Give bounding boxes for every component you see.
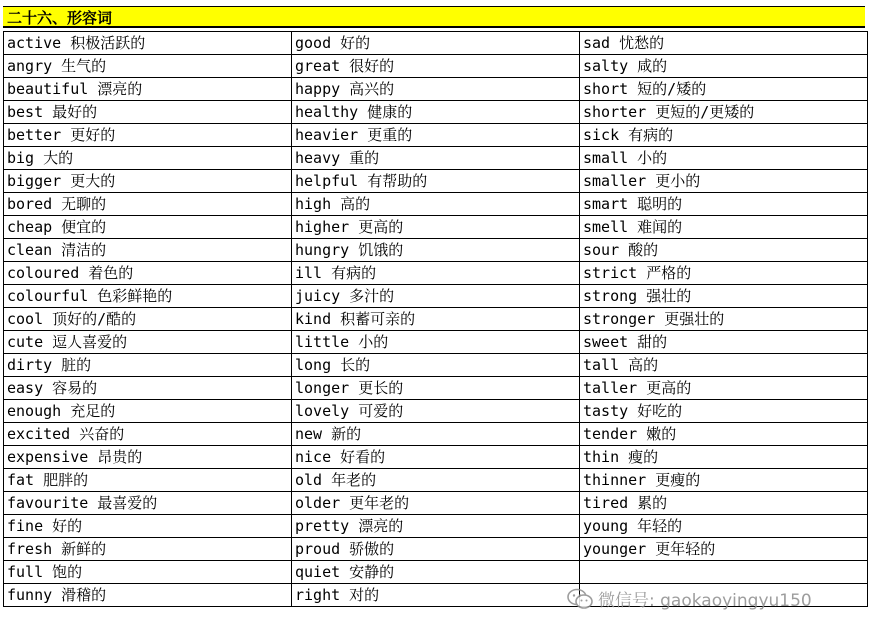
watermark-text: 微信号: gaokaoyingyu150 xyxy=(598,591,812,611)
table-cell[interactable]: healthy 健康的 xyxy=(292,101,580,124)
table-cell[interactable]: kind 积蓄可亲的 xyxy=(292,308,580,331)
table-cell[interactable]: salty 咸的 xyxy=(580,55,868,78)
table-cell[interactable]: tender 嫩的 xyxy=(580,423,868,446)
table-cell[interactable]: lovely 可爱的 xyxy=(292,400,580,423)
table-cell[interactable]: beautiful 漂亮的 xyxy=(4,78,292,101)
table-cell[interactable]: angry 生气的 xyxy=(4,55,292,78)
table-cell[interactable]: nice 好看的 xyxy=(292,446,580,469)
table-row xyxy=(4,216,868,239)
table-cell[interactable]: enough 充足的 xyxy=(4,400,292,423)
table-cell[interactable]: colourful 色彩鲜艳的 xyxy=(4,285,292,308)
table-cell[interactable]: better 更好的 xyxy=(4,124,292,147)
table-cell[interactable]: fine 好的 xyxy=(4,515,292,538)
table-cell[interactable]: great 很好的 xyxy=(292,55,580,78)
table-cell[interactable]: high 高的 xyxy=(292,193,580,216)
table-cell[interactable]: proud 骄傲的 xyxy=(292,538,580,561)
table-cell[interactable]: dirty 脏的 xyxy=(4,354,292,377)
table-cell[interactable]: full 饱的 xyxy=(4,561,292,584)
table-cell[interactable]: tired 累的 xyxy=(580,492,868,515)
table-cell[interactable]: long 长的 xyxy=(292,354,580,377)
table-cell[interactable]: strong 强壮的 xyxy=(580,285,868,308)
table-cell[interactable] xyxy=(580,561,868,584)
table-body xyxy=(4,32,868,607)
table-row xyxy=(4,239,868,262)
table-cell[interactable]: juicy 多汁的 xyxy=(292,285,580,308)
table-row xyxy=(4,285,868,308)
table-cell[interactable]: little 小的 xyxy=(292,331,580,354)
table-row xyxy=(4,78,868,101)
table-cell[interactable]: fat 肥胖的 xyxy=(4,469,292,492)
table-row xyxy=(4,147,868,170)
table-cell[interactable]: smaller 更小的 xyxy=(580,170,868,193)
table-cell[interactable]: old 年老的 xyxy=(292,469,580,492)
section-header-cell[interactable] xyxy=(3,6,865,28)
table-row xyxy=(4,538,868,561)
table-cell[interactable]: bigger 更大的 xyxy=(4,170,292,193)
table-cell[interactable]: coloured 着色的 xyxy=(4,262,292,285)
table-row xyxy=(4,124,868,147)
table-cell[interactable]: older 更年老的 xyxy=(292,492,580,515)
table-row xyxy=(4,400,868,423)
table-row xyxy=(4,193,868,216)
table-row xyxy=(4,101,868,124)
table-cell[interactable]: cool 顶好的/酷的 xyxy=(4,308,292,331)
watermark xyxy=(566,586,812,611)
table-cell[interactable]: heavier 更重的 xyxy=(292,124,580,147)
table-row xyxy=(4,262,868,285)
table-cell[interactable]: smell 难闻的 xyxy=(580,216,868,239)
table-cell[interactable]: sweet 甜的 xyxy=(580,331,868,354)
table-cell[interactable]: higher 更高的 xyxy=(292,216,580,239)
wechat-icon xyxy=(566,588,594,610)
table-cell[interactable]: favourite 最喜爱的 xyxy=(4,492,292,515)
section-title: 二十六、形容词 xyxy=(7,9,113,27)
adjective-table xyxy=(3,31,868,607)
table-row xyxy=(4,561,868,584)
table-cell[interactable]: younger 更年轻的 xyxy=(580,538,868,561)
table-cell[interactable]: smart 聪明的 xyxy=(580,193,868,216)
table-cell[interactable]: thin 瘦的 xyxy=(580,446,868,469)
table-cell[interactable]: longer 更长的 xyxy=(292,377,580,400)
table-row xyxy=(4,170,868,193)
table-row xyxy=(4,446,868,469)
table-row xyxy=(4,377,868,400)
table-cell[interactable]: cheap 便宜的 xyxy=(4,216,292,239)
table-row xyxy=(4,331,868,354)
table-row xyxy=(4,55,868,78)
table-cell[interactable]: stronger 更强壮的 xyxy=(580,308,868,331)
table-cell[interactable]: expensive 昂贵的 xyxy=(4,446,292,469)
table-row xyxy=(4,492,868,515)
table-row xyxy=(4,469,868,492)
table-cell[interactable]: quiet 安静的 xyxy=(292,561,580,584)
table-cell[interactable]: right 对的 xyxy=(292,584,580,607)
table-cell[interactable]: active 积极活跃的 xyxy=(4,32,292,55)
table-cell[interactable]: strict 严格的 xyxy=(580,262,868,285)
table-cell[interactable]: easy 容易的 xyxy=(4,377,292,400)
table-row xyxy=(4,354,868,377)
table-cell[interactable]: small 小的 xyxy=(580,147,868,170)
table-cell[interactable]: good 好的 xyxy=(292,32,580,55)
table-cell[interactable]: young 年轻的 xyxy=(580,515,868,538)
table-cell[interactable]: happy 高兴的 xyxy=(292,78,580,101)
table-row xyxy=(4,308,868,331)
table-cell[interactable]: fresh 新鲜的 xyxy=(4,538,292,561)
table-cell[interactable]: cute 逗人喜爱的 xyxy=(4,331,292,354)
table-row xyxy=(4,423,868,446)
table-cell[interactable]: short 短的/矮的 xyxy=(580,78,868,101)
table-cell[interactable]: excited 兴奋的 xyxy=(4,423,292,446)
table-cell[interactable]: new 新的 xyxy=(292,423,580,446)
table-cell[interactable]: best 最好的 xyxy=(4,101,292,124)
table-cell[interactable]: pretty 漂亮的 xyxy=(292,515,580,538)
table-cell[interactable]: taller 更高的 xyxy=(580,377,868,400)
table-cell[interactable]: ill 有病的 xyxy=(292,262,580,285)
table-cell[interactable]: sick 有病的 xyxy=(580,124,868,147)
table-cell[interactable]: thinner 更瘦的 xyxy=(580,469,868,492)
table-cell[interactable]: sad 忧愁的 xyxy=(580,32,868,55)
table-cell[interactable]: tasty 好吃的 xyxy=(580,400,868,423)
table-cell[interactable]: bored 无聊的 xyxy=(4,193,292,216)
table-row xyxy=(4,32,868,55)
table-cell[interactable]: tall 高的 xyxy=(580,354,868,377)
table-cell[interactable]: big 大的 xyxy=(4,147,292,170)
table-cell[interactable]: helpful 有帮助的 xyxy=(292,170,580,193)
table-row xyxy=(4,515,868,538)
table-cell[interactable]: heavy 重的 xyxy=(292,147,580,170)
table-cell[interactable]: clean 清洁的 xyxy=(4,239,292,262)
table-cell[interactable]: funny 滑稽的 xyxy=(4,584,292,607)
table-cell[interactable]: sour 酸的 xyxy=(580,239,868,262)
table-cell[interactable]: shorter 更短的/更矮的 xyxy=(580,101,868,124)
table-cell[interactable]: hungry 饥饿的 xyxy=(292,239,580,262)
